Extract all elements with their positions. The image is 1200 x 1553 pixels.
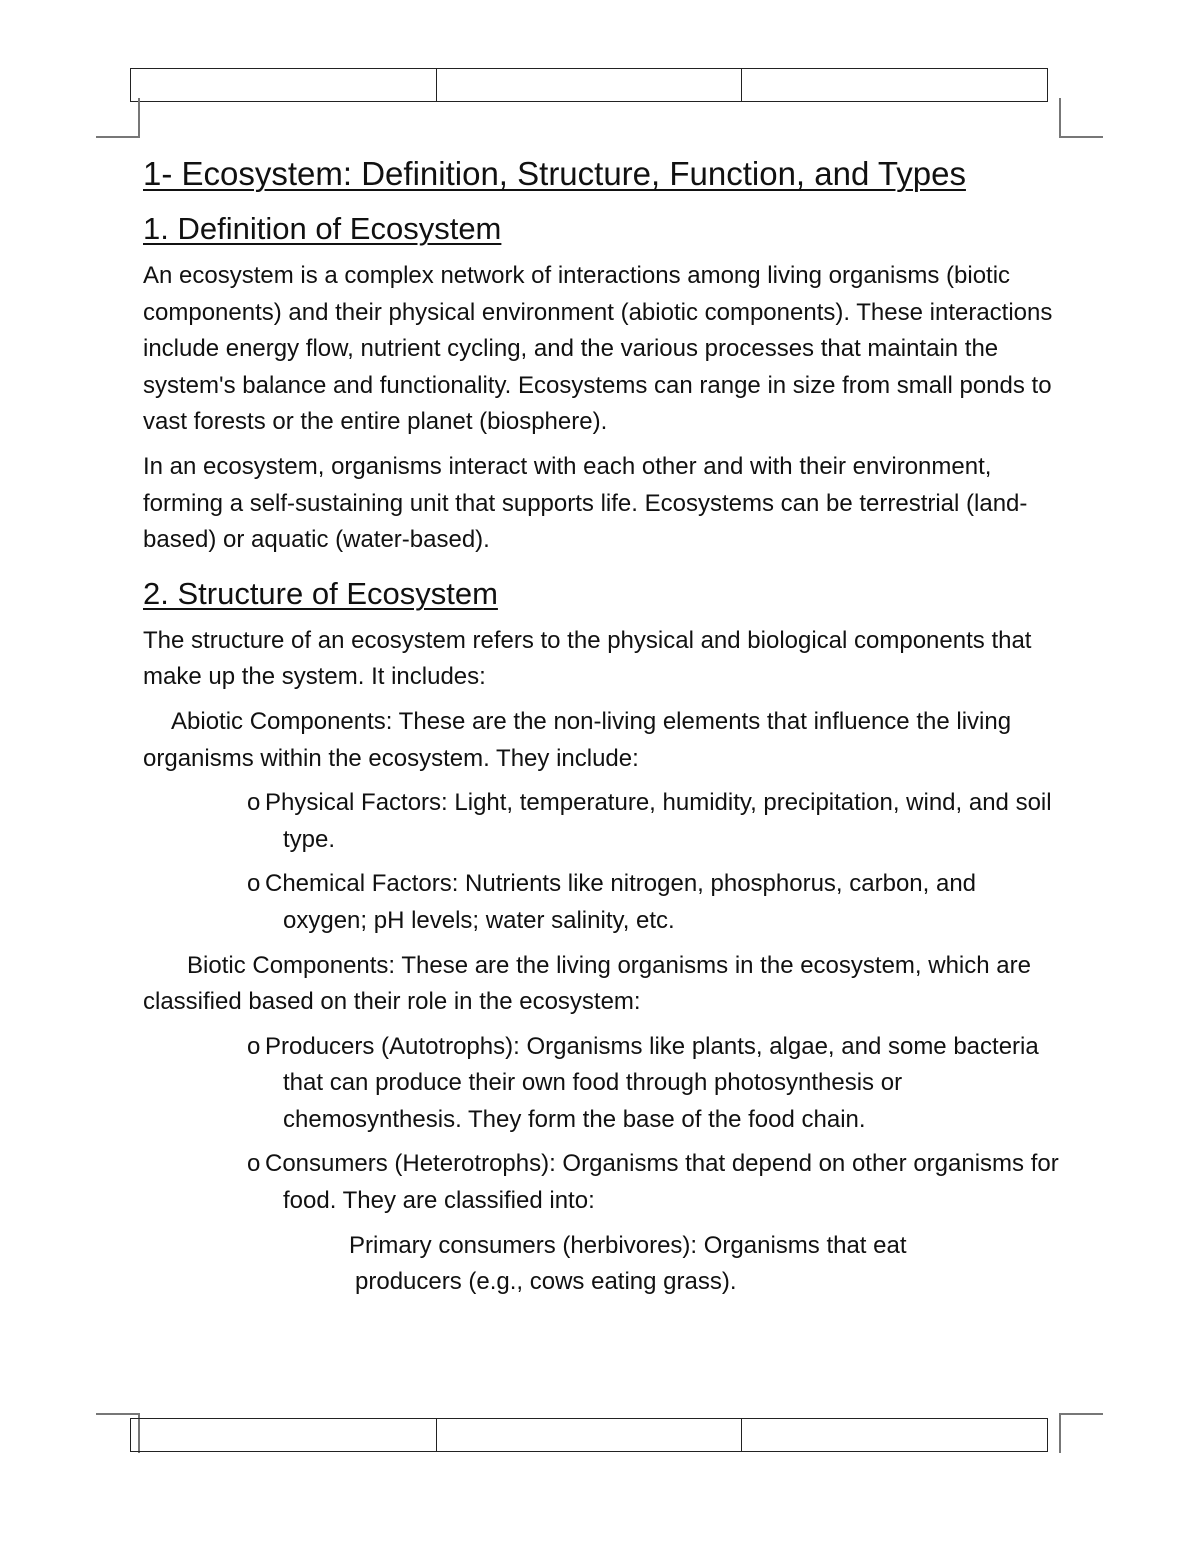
crop-mark-top-right [1059,98,1103,138]
list-item-text: Chemical Factors: Nutrients like nitrogen, phosphorus, carbon, and oxygen; pH levels; water salinity, etc. [265,870,977,934]
sub-list-item [143,1228,1063,1301]
header-cell [742,69,1047,101]
document-title: 1- Ecosystem: Definition, Structure, Function, and Types [143,155,966,192]
list-item [143,866,1063,939]
list-item [143,1146,1063,1219]
footer-cell [437,1419,743,1451]
header-cell [437,69,743,101]
list-item [143,785,1063,858]
header-table [130,68,1048,102]
sub-list-item-text: producers (e.g., cows eating grass). [355,1268,737,1296]
list-item-text: Physical Factors: Light, temperature, humidity, precipitation, wind, and soil type. [265,789,1052,853]
footer-cell [742,1419,1047,1451]
paragraph: The structure of an ecosystem refers to the physical and biological components that make up the system. It includes: [143,626,1032,691]
bullet-marker: o [247,870,261,898]
bullet-marker: o [247,789,261,817]
section-heading-structure: 2. Structure of Ecosystem [143,575,498,611]
list-item-text: Producers (Autotrophs): Organisms like plants, algae, and some bacteria that can produce their own food through photosynthesis or chemosynthesis. They form the base of the food chain. [265,1032,1039,1133]
paragraph: An ecosystem is a complex network of interactions among living organisms (biotic components) and their physical environment (abiotic components). These interactions include energy flow, nutrient cycling, and the various processes that maintain the system's balance and functionality. Ecosystems can range in size from small ponds to vast forests or the entire planet (biosphere). [143,262,1053,436]
bullet-marker: o [247,1150,261,1178]
list-item [143,1029,1063,1139]
paragraph: In an ecosystem, organisms interact with each other and with their environment, forming a self-sustaining unit that supports life. Ecosystems can be terrestrial (land-based) or aquatic (water-based). [143,452,1028,554]
list-item-text: Consumers (Heterotrophs): Organisms that depend on other organisms for food. They are classified into: [265,1150,1059,1215]
sub-list-item-text: Primary consumers (herbivores): Organisms that eat [349,1231,907,1259]
crop-mark-top-left [96,98,140,138]
header-cell [131,69,437,101]
footer-table [130,1418,1048,1452]
document-body [143,152,1063,1301]
section-heading-definition: 1. Definition of Ecosystem [143,211,502,246]
biotic-components-text: Biotic Components: These are the living organisms in the ecosystem, which are classified based on their role in the ecosystem: [143,951,1031,1016]
crop-mark-bottom-right [1059,1413,1103,1453]
footer-cell [131,1419,437,1451]
abiotic-components-text: Abiotic Components: These are the non-living elements that influence the living organisms within the ecosystem. They include: [143,707,1012,772]
bullet-marker: o [247,1032,261,1060]
